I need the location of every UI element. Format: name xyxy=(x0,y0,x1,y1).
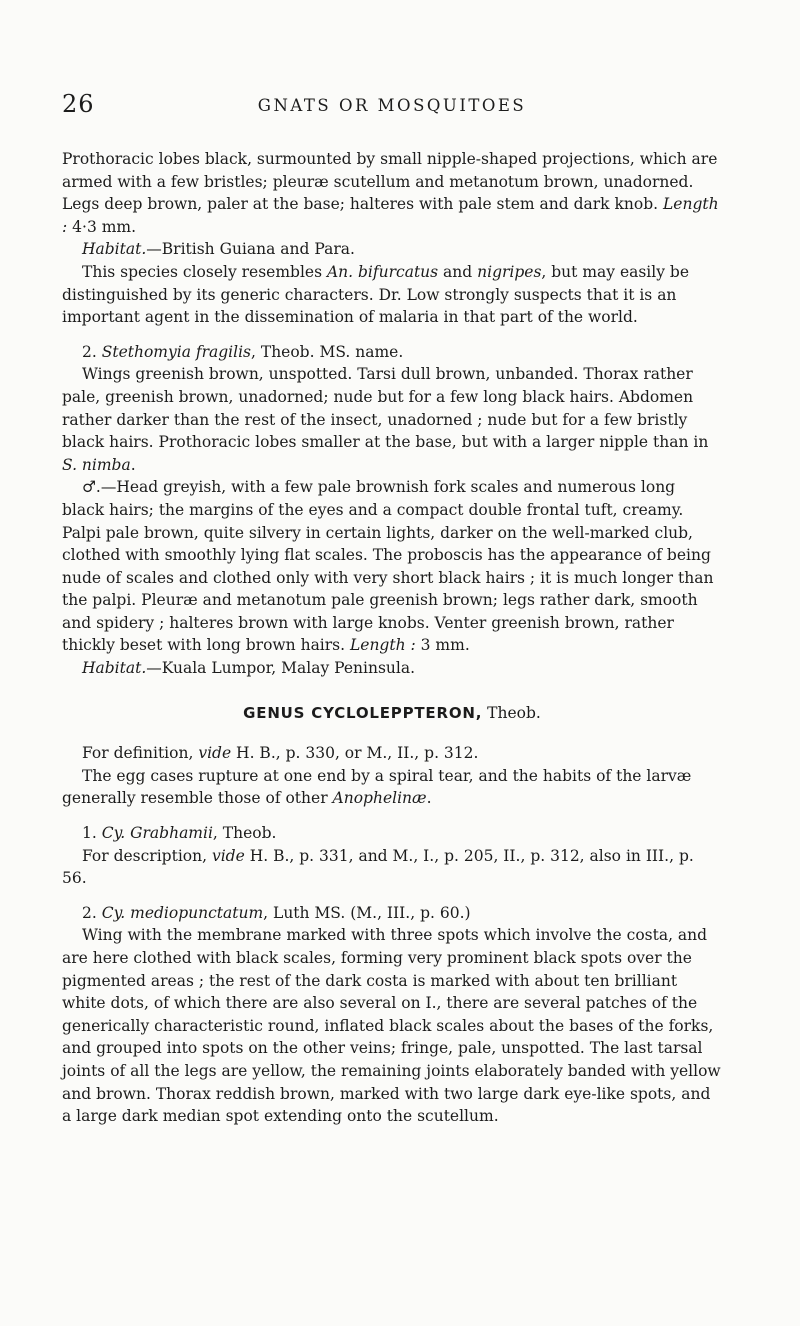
habitat-text: —Kuala Lumpor, Malay Peninsula. xyxy=(146,659,416,678)
text: H. B., p. 331, and M., I., p. 205, II., p. 312, also in III., p. 56. xyxy=(62,846,694,888)
paragraph-wing-description: Wing with the membrane marked with three spots which involve the costa, and are here clothed with black scales, forming very prominent black spots over the pigmented areas ; the rest of the dark costa is marked with about ten brilliant white dots, of which there are also several on I., there are several patches of the generically characteristic round, inflated black scales about the bases of the forks, and grouped into spots on the other veins; fringe, pale, unspotted. The last tarsal joints of all the legs are yellow, the remaining joints elaborately banded with yellow and brown. Thorax reddish brown, marked with two large dark eye-like spots, and a large dark median spot extending onto the scutellum. xyxy=(62,926,721,1126)
body-text xyxy=(62,148,722,1128)
length-label: Length : xyxy=(62,195,719,236)
length-value: 3 mm. xyxy=(415,636,470,655)
text: H. B., p. 330, or M., II., p. 312. xyxy=(231,744,479,763)
paragraph-comparison xyxy=(62,261,722,329)
species-number: 2. xyxy=(82,903,102,922)
species-heading-grabhamii xyxy=(62,822,722,845)
paragraph-male xyxy=(62,476,722,657)
length-label: Length : xyxy=(349,636,416,655)
text: . xyxy=(426,789,432,808)
text: and xyxy=(438,262,478,281)
species-author: , Luth MS. (M., III., p. 60.) xyxy=(263,903,471,922)
text: , but may easily be distinguished by its generic characters. Dr. Low strongly suspects that it is an important agent in the dissemination of malaria in that part of the world. xyxy=(62,262,690,327)
text: For definition, xyxy=(82,744,199,763)
species-name: Cy. mediopunctatum xyxy=(101,903,264,922)
text: Prothoracic lobes black, surmounted by small nipple-shaped projections, which are armed with a few bristles; pleuræ scutellum and metanotum brown, unadorned. Legs deep brown, paler at the base; halteres with pale stem and dark knob. xyxy=(62,150,718,214)
family-name: Anophelinæ xyxy=(332,789,427,808)
species-heading-mediopunctatum xyxy=(62,902,722,925)
text: Wings greenish brown, unspotted. Tarsi dull brown, unbanded. Thorax rather pale, greenish brown, unadorned; nude but for a few long black hairs. Abdomen rather darker than the rest of the insect, unadorned ; nude but for a few bristly black hairs. Prothoracic lobes smaller at the base, but with a larger nipple than in xyxy=(62,365,709,452)
species-author: , Theob. xyxy=(212,824,277,843)
text: This species closely resembles xyxy=(82,262,327,281)
paragraph-habitat-2 xyxy=(62,657,722,680)
page-header xyxy=(62,90,722,120)
species-name: Cy. Grabhamii xyxy=(101,824,213,843)
text: For description, xyxy=(82,846,212,865)
species-number: 1. xyxy=(82,824,102,843)
habitat-text: —British Guiana and Para. xyxy=(146,240,355,259)
species-heading-stethomyia xyxy=(62,341,722,364)
vide: vide xyxy=(198,744,232,763)
species-name: An. bifurcatus xyxy=(326,262,439,281)
male-symbol: ♂ xyxy=(82,478,96,497)
text: .—Head greyish, with a few pale brownish fork scales and numerous long black hairs; the margins of the eyes and a compact double frontal tuft, creamy. Palpi pale brown, quite silvery in certain lights, darker on the well-marked club, clothed with smoothly lying flat scales. The proboscis has the appearance of being nude of scales and clothed only with very short black hairs ; it is much longer than the palpi. Pleuræ and metanotum pale greenish brown; legs rather dark, smooth and spidery ; halteres brown with large knobs. Venter greenish brown, rather thickly beset with long brown hairs. xyxy=(62,478,714,655)
genus-author: Theob. xyxy=(482,703,541,722)
species-name: Stethomyia fragilis xyxy=(101,342,251,361)
species-name: nigripes xyxy=(477,262,542,281)
page-number: 26 xyxy=(62,90,95,118)
vide: vide xyxy=(211,846,245,865)
text: The egg cases rupture at one end by a spiral tear, and the habits of the larvæ generally resemble those of other xyxy=(62,766,692,808)
species-name: S. nimba xyxy=(62,455,131,474)
text: . xyxy=(130,455,136,474)
paragraph-description xyxy=(62,845,722,890)
running-head: GNATS OR MOSQUITOES xyxy=(257,96,527,115)
species-number: 2. xyxy=(82,342,102,361)
habitat-label: Habitat. xyxy=(82,659,147,678)
length-value: 4·3 mm. xyxy=(67,217,137,236)
paragraph-egg-cases xyxy=(62,765,722,810)
section-heading xyxy=(62,702,722,725)
paragraph-definition xyxy=(62,742,722,765)
paragraph-wings xyxy=(62,363,722,476)
habitat-label: Habitat. xyxy=(82,240,147,259)
paragraph-habitat-1 xyxy=(62,238,722,261)
genus-title: GENUS CYCLOLEPPTERON, xyxy=(243,703,483,722)
species-author: , Theob. MS. name. xyxy=(251,342,404,361)
paragraph-prothoracic xyxy=(62,148,722,238)
